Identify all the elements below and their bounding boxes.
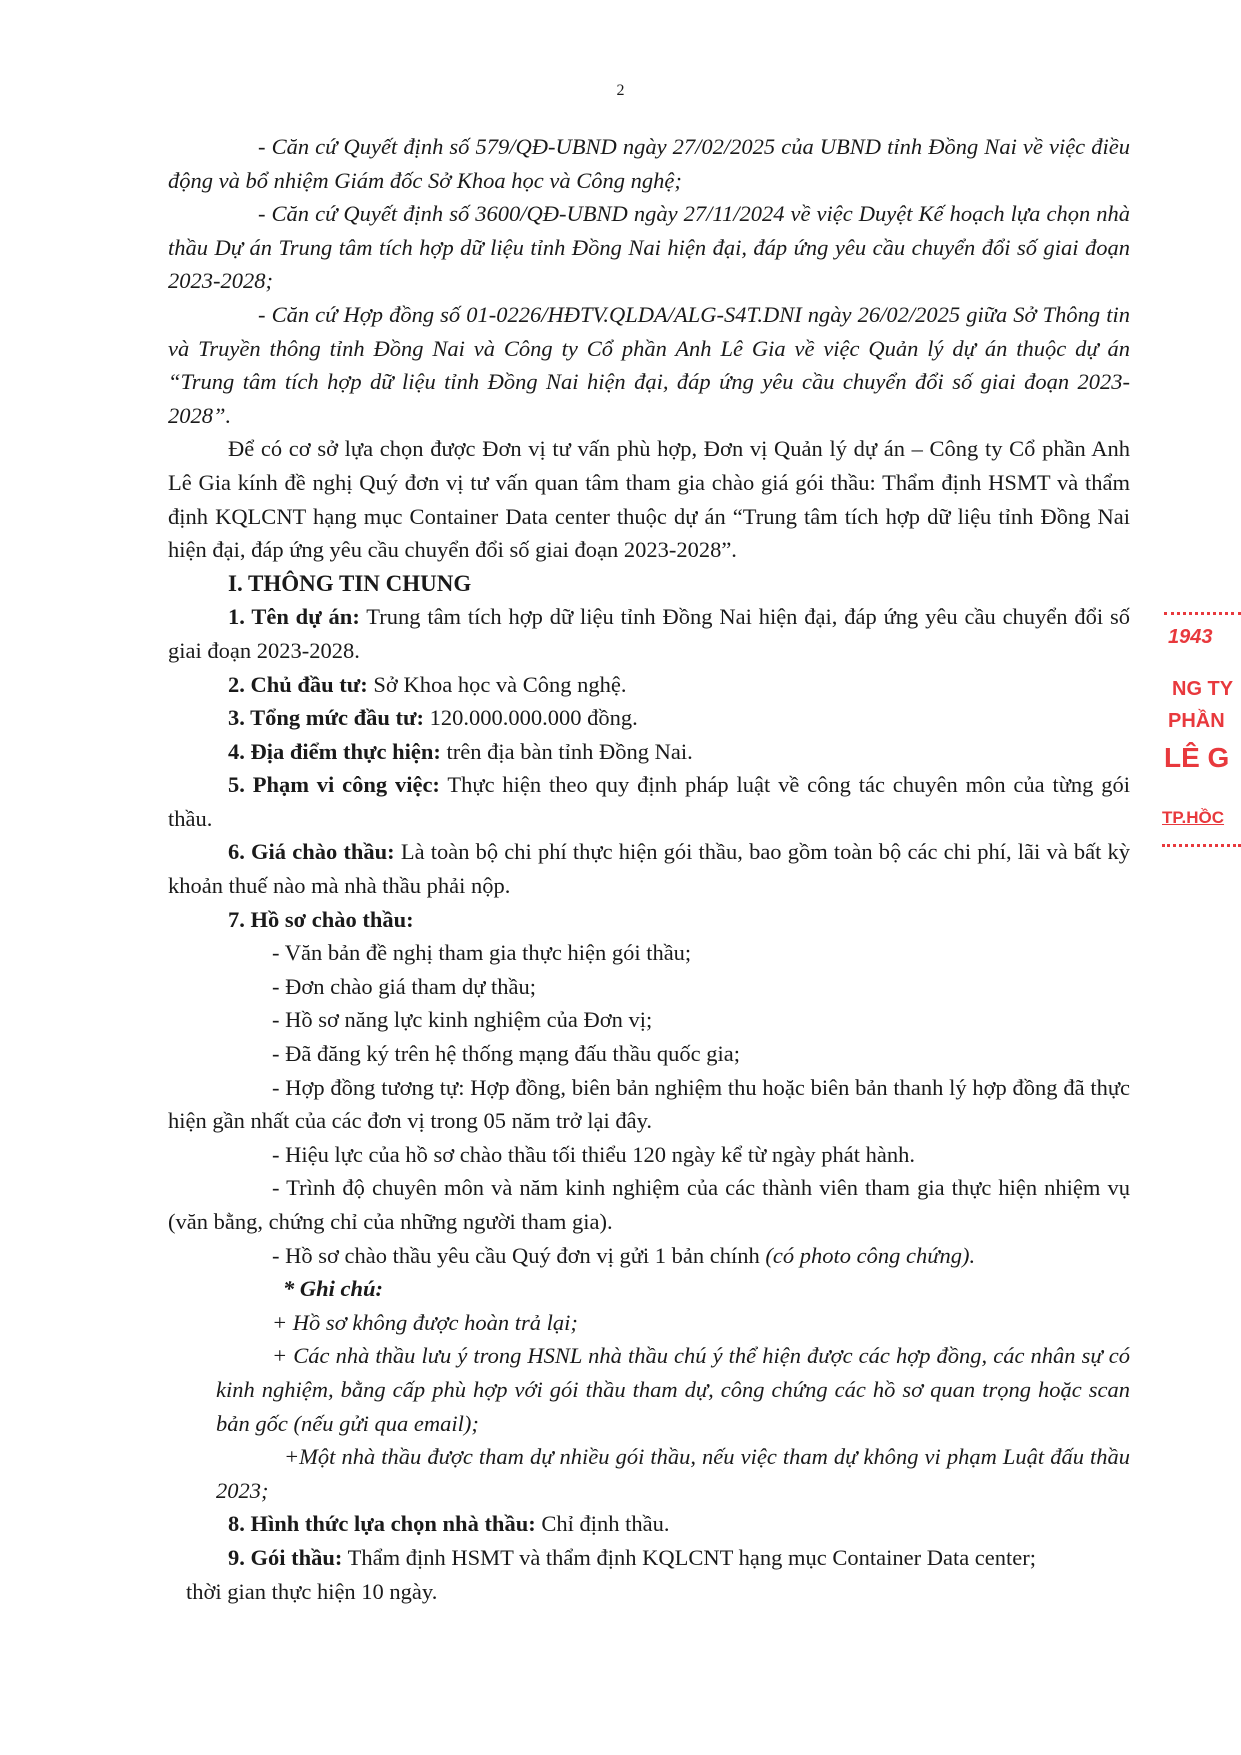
doc-list-item: - Đơn chào giá tham dự thầu; — [272, 973, 537, 999]
note-item: + Các nhà thầu lưu ý trong HSNL nhà thầu chú ý thể hiện được các hợp đồng, các nhân sự có kinh nghiệm, bằng cấp phù hợp với gói thầu tham dự, công chứng các hồ sơ quan trọng hoặc scan bản gốc (nếu gửi qua email); — [216, 1343, 1130, 1436]
page-number: 2 — [616, 82, 625, 99]
item-label: 2. Chủ đầu tư: — [228, 671, 368, 697]
stamp-text: LÊ G — [1164, 742, 1230, 773]
item-label: 4. Địa điểm thực hiện: — [228, 738, 441, 764]
stamp-text: PHẦN — [1168, 710, 1225, 732]
stamp-arc-bottom — [1162, 836, 1241, 847]
company-stamp — [1160, 612, 1241, 852]
item-label: 8. Hình thức lựa chọn nhà thầu: — [228, 1511, 536, 1537]
item-label: 3. Tổng mức đầu tư: — [228, 705, 424, 731]
item-total-investment — [168, 701, 1130, 735]
item-text: Chỉ định thầu. — [541, 1511, 670, 1537]
item-label: 9. Gói thầu: — [228, 1544, 343, 1570]
basis-paragraph: - Căn cứ Quyết định số 579/QĐ-UBND ngày 27/02/2025 của UBND tỉnh Đồng Nai về việc điều động và bổ nhiệm Giám đốc Sở Khoa học và Công nghệ; — [168, 134, 1130, 193]
doc-list-item — [168, 1239, 1130, 1273]
item-package — [168, 1541, 1130, 1575]
item-label: 7. Hồ sơ chào thầu: — [228, 906, 414, 932]
item-package-duration: thời gian thực hiện 10 ngày. — [186, 1578, 438, 1604]
doc-text-italic: (có photo công chứng). — [765, 1242, 976, 1268]
doc-list-item: - Trình độ chuyên môn và năm kinh nghiệm của các thành viên tham gia thực hiện nhiệm vụ (văn bằng, chứng chỉ của những người tham gia). — [168, 1175, 1130, 1234]
basis-paragraph: - Căn cứ Quyết định số 3600/QĐ-UBND ngày 27/11/2024 về việc Duyệt Kế hoạch lựa chọn nhà thầu Dự án Trung tâm tích hợp dữ liệu tỉnh Đồng Nai hiện đại, đáp ứng yêu cầu chuyển đổi số giai đoạn 2023-2028; — [168, 201, 1130, 294]
doc-list-item: - Văn bản đề nghị tham gia thực hiện gói thầu; — [272, 940, 692, 966]
doc-list-item: - Hồ sơ năng lực kinh nghiệm của Đơn vị; — [272, 1007, 653, 1033]
intro-paragraph: Để có cơ sở lựa chọn được Đơn vị tư vấn phù hợp, Đơn vị Quản lý dự án – Công ty Cổ phần Anh Lê Gia kính đề nghị Quý đơn vị tư vấn quan tâm tham gia chào giá gói thầu: Thẩm định HSMT và thẩm định KQLCNT hạng mục Container Data center thuộc dự án “Trung tâm tích hợp dữ liệu tỉnh Đồng Nai hiện đại, đáp ứng yêu cầu chuyển đổi số giai đoạn 2023-2028”. — [168, 436, 1130, 563]
stamp-text: 1943 — [1168, 626, 1213, 648]
document-body — [168, 130, 1130, 1608]
doc-text: - Hồ sơ chào thầu yêu cầu Quý đơn vị gửi 1 bản chính — [272, 1242, 760, 1268]
note-label: * Ghi chú: — [283, 1276, 384, 1302]
item-label: 5. Phạm vi công việc: — [228, 772, 440, 798]
item-investor — [168, 668, 1130, 702]
item-location — [168, 735, 1130, 769]
item-label: 1. Tên dự án: — [228, 604, 360, 630]
doc-list-item: - Đã đăng ký trên hệ thống mạng đấu thầu quốc gia; — [272, 1041, 740, 1067]
doc-list-item: - Hợp đồng tương tự: Hợp đồng, biên bản nghiệm thu hoặc biên bản thanh lý hợp đồng đã thực hiện gần nhất của các đơn vị trong 05 năm trở lại đây. — [168, 1074, 1130, 1134]
stamp-text: NG TY — [1172, 678, 1234, 700]
section-title: I. THÔNG TIN CHUNG — [228, 570, 472, 596]
item-text: Thẩm định HSMT và thẩm định KQLCNT hạng mục Container Data center; — [347, 1544, 1037, 1570]
item-bid-documents — [168, 903, 1130, 937]
item-text: Là toàn bộ chi phí thực hiện gói thầu, bao gồm toàn bộ các chi phí, lãi và bất kỳ khoản thuế nào mà nhà thầu phải nộp. — [168, 839, 1131, 899]
item-text: Thực hiện theo quy định pháp luật về công tác chuyên môn của từng gói thầu. — [168, 772, 1131, 831]
stamp-text: TP.HỒC — [1162, 808, 1225, 827]
item-bid-price — [168, 835, 1130, 902]
item-selection-method — [168, 1507, 1130, 1541]
item-project-name — [168, 600, 1130, 667]
item-label: 6. Giá chào thầu: — [228, 839, 395, 865]
item-text: Sở Khoa học và Công nghệ. — [373, 671, 627, 697]
stamp-arc-top — [1164, 612, 1241, 623]
item-scope — [168, 768, 1130, 835]
basis-paragraph: - Căn cứ Hợp đồng số 01-0226/HĐTV.QLDA/ALG-S4T.DNI ngày 26/02/2025 giữa Sở Thông tin và Truyền thông tỉnh Đồng Nai và Công ty Cổ phần Anh Lê Gia về việc Quản lý dự án thuộc dự án “Trung tâm tích hợp dữ liệu tỉnh Đồng Nai hiện đại, đáp ứng yêu cầu chuyển đổi số giai đoạn 2023-2028”. — [168, 301, 1130, 428]
item-text: trên địa bàn tỉnh Đồng Nai. — [446, 738, 693, 764]
item-text: 120.000.000.000 đồng. — [429, 705, 638, 731]
item-text: Trung tâm tích hợp dữ liệu tỉnh Đồng Nai hiện đại, đáp ứng yêu cầu chuyển đổi số giai đoạn 2023-2028. — [168, 604, 1131, 663]
note-item: + Hồ sơ không được hoàn trả lại; — [272, 1309, 578, 1335]
doc-list-item: - Hiệu lực của hồ sơ chào thầu tối thiểu 120 ngày kể từ ngày phát hành. — [272, 1141, 915, 1167]
note-item: +Một nhà thầu được tham dự nhiều gói thầu, nếu việc tham dự không vi phạm Luật đấu thầu 2023; — [216, 1444, 1130, 1503]
